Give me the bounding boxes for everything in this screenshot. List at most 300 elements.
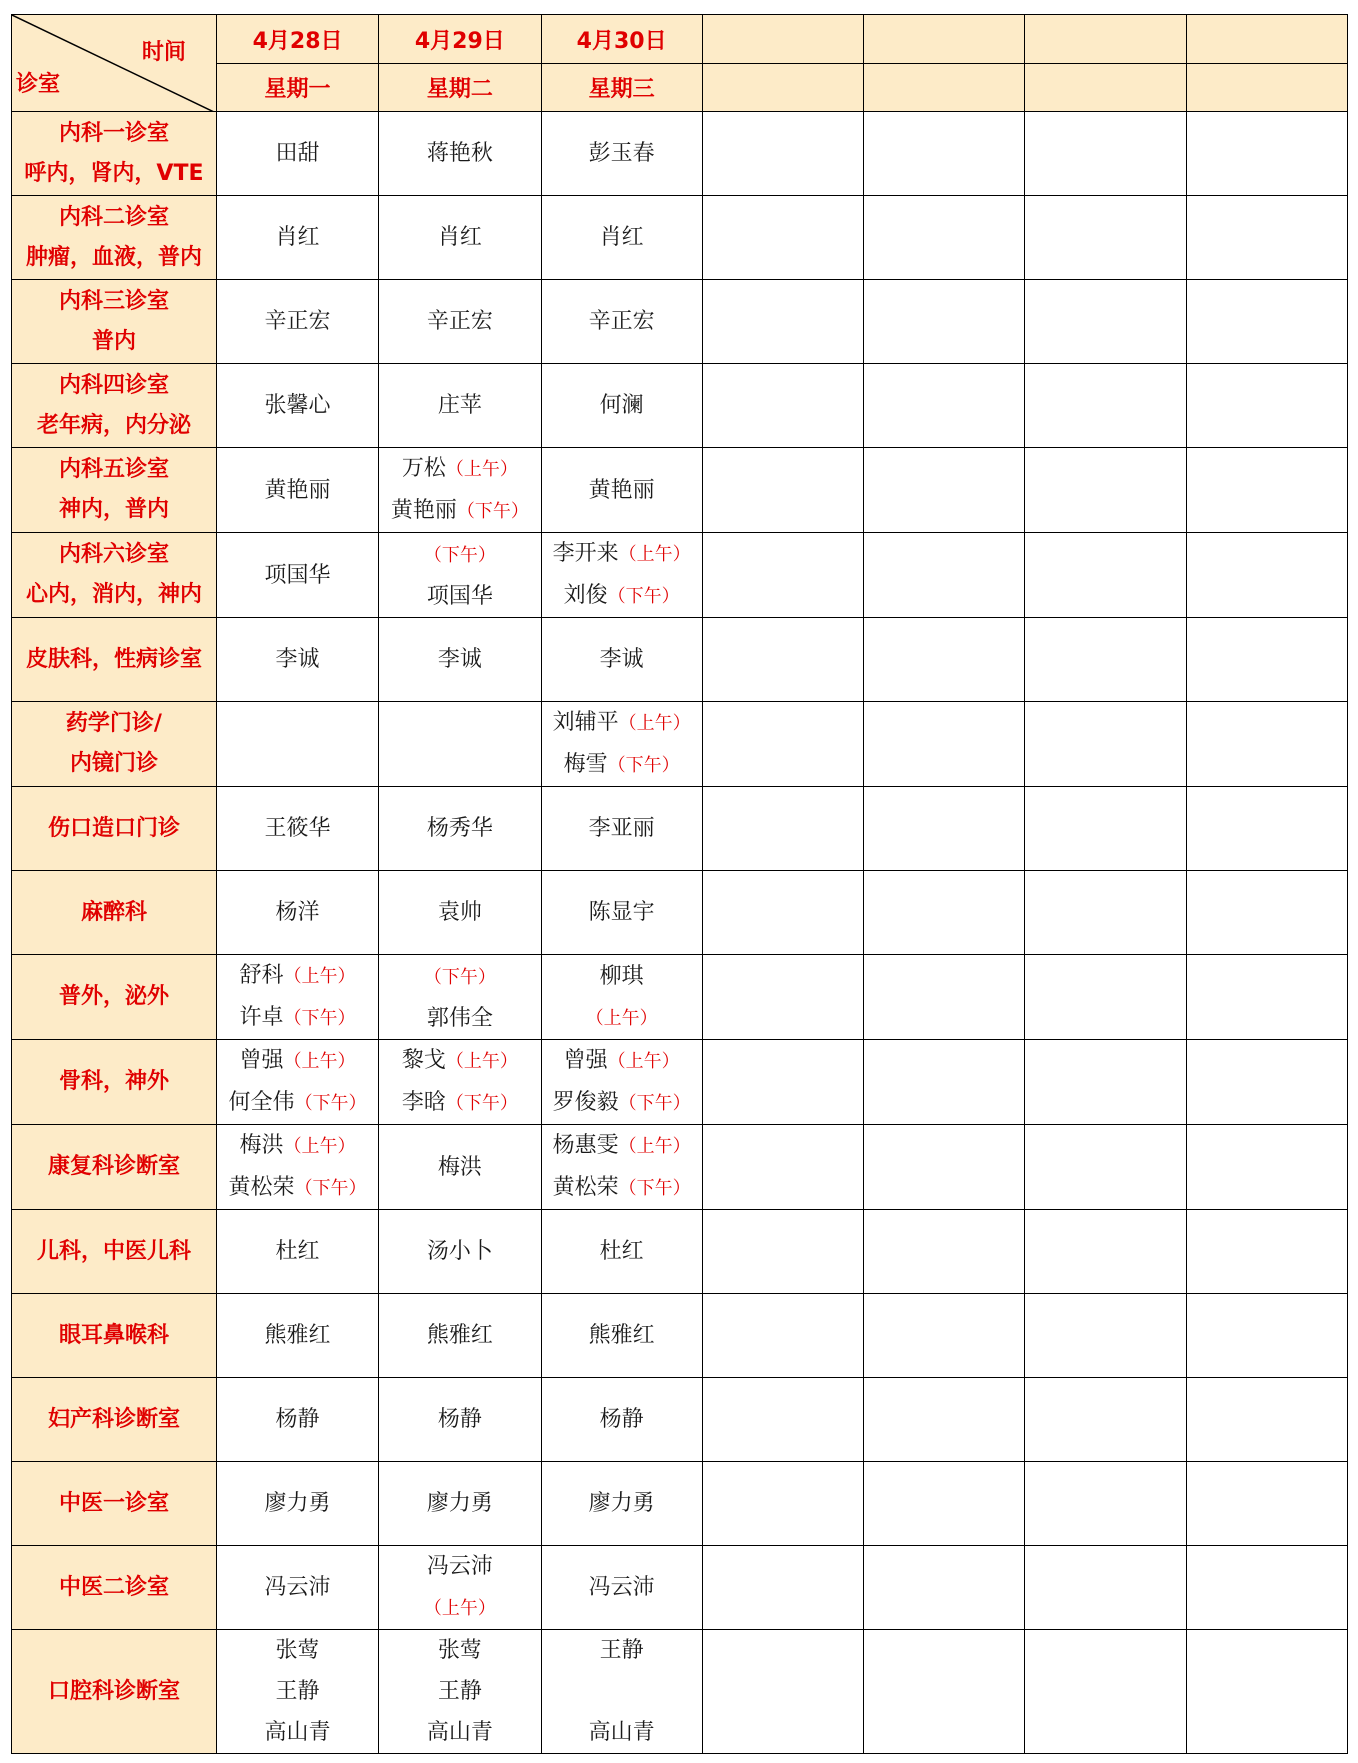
empty-cell [702,1462,863,1546]
room-name-line: 儿科，中医儿科 [36,1238,191,1264]
doctor-name: 庄苹 [437,393,482,418]
empty-cell [1025,1040,1186,1125]
room-name-cell [12,533,217,618]
doctor-entry [217,1399,378,1440]
empty-cell [1186,196,1347,280]
doctor-entry [379,1147,540,1188]
doctor-name: 张莺 [437,1638,482,1663]
doctor-entry [542,217,702,258]
empty-cell [1025,1210,1186,1294]
doctor-entry [542,533,702,575]
doctor-name: 王静 [437,1679,482,1704]
doctor-cell [216,280,378,364]
doctor-entry [542,892,702,933]
schedule-row [12,955,1348,1040]
doctor-entry [379,956,540,998]
schedule-row [12,533,1348,618]
doctor-name: 袁帅 [437,900,482,925]
session-note: （上午） [607,1051,680,1072]
empty-cell [864,1378,1025,1462]
room-label: 诊室 [16,72,61,97]
empty-cell [702,280,863,364]
doctor-cell [379,448,541,533]
room-name-line: 内科三诊室 [58,288,169,314]
empty-cell [864,533,1025,618]
doctor-cell [379,1125,541,1210]
doctor-name: 高山青 [588,1720,655,1745]
doctor-entry [379,1671,540,1712]
session-note: （上午） [283,1051,356,1072]
doctor-name: 熊雅红 [426,1323,493,1348]
empty-cell [1025,702,1186,787]
empty-cell [1186,955,1347,1040]
doctor-name: 万松 [401,456,446,481]
doctor-entry [542,1399,702,1440]
empty-cell [1025,448,1186,533]
doctor-entry [379,1231,540,1272]
doctor-entry [217,1231,378,1272]
doctor-cell [541,533,702,618]
room-name-cell [12,280,217,364]
doctor-entry [217,808,378,849]
doctor-cell [379,1378,541,1462]
doctor-name: 郭伟全 [426,1005,493,1031]
doctor-entry [379,1399,540,1440]
doctor-entry [379,534,540,576]
doctor-entry [217,1671,378,1712]
schedule-row [12,112,1348,196]
empty-cell [864,448,1025,533]
doctor-entry [217,217,378,258]
room-name-cell [12,196,217,280]
session-note: （上午） [423,1598,496,1619]
session-note: （下午） [423,544,496,566]
empty-cell [1025,196,1186,280]
doctor-cell [216,1294,378,1378]
schedule-row [12,280,1348,364]
doctor-cell [541,364,702,448]
doctor-name: 李亚丽 [588,816,655,841]
empty-cell [864,1294,1025,1378]
empty-cell [1186,112,1347,196]
doctor-cell [541,618,702,702]
doctor-cell [541,702,702,787]
empty-cell [1025,1462,1186,1546]
doctor-entry [379,1082,540,1124]
doctor-cell [216,364,378,448]
room-name-cell [12,955,217,1040]
doctor-cell [216,1210,378,1294]
doctor-entry [542,575,702,617]
doctor-name: 冯云沛 [426,1554,493,1579]
doctor-entry [217,639,378,680]
doctor-cell [216,112,378,196]
doctor-name: 辛正宏 [426,309,493,334]
empty-cell [1186,1546,1347,1630]
schedule-row [12,1294,1348,1378]
doctor-cell [216,1040,378,1125]
doctor-name: 杨静 [599,1407,644,1432]
doctor-entry [217,1630,378,1671]
doctor-cell [379,1462,541,1546]
doctor-name: 杨惠雯 [552,1133,619,1158]
doctor-name: 杜红 [599,1239,644,1264]
doctor-name: 冯云沛 [264,1575,331,1600]
empty-cell [1025,1294,1186,1378]
empty-cell [1186,787,1347,871]
doctor-entry [217,892,378,933]
session-note: （下午） [294,1093,367,1114]
doctor-entry [542,385,702,426]
doctor-name: 罗俊毅 [552,1090,619,1115]
doctor-entry [217,1483,378,1524]
doctor-cell [541,955,702,1040]
empty-cell [1025,1125,1186,1210]
doctor-entry [542,639,702,680]
doctor-cell [379,1294,541,1378]
empty-cell [702,1378,863,1462]
doctor-entry [379,490,540,532]
empty-cell [1025,1378,1186,1462]
doctor-cell [379,618,541,702]
doctor-cell [541,1462,702,1546]
empty-cell [864,1125,1025,1210]
doctor-entry [217,470,378,511]
weekday-header [702,64,863,112]
weekday-header: 星期一 [216,64,378,112]
doctor-name: 肖红 [599,225,644,250]
doctor-cell [541,1546,702,1630]
weekday-header: 星期三 [541,64,702,112]
empty-cell [1186,533,1347,618]
doctor-cell [541,1125,702,1210]
empty-cell [1186,1378,1347,1462]
room-name-line: 药学门诊/ [65,711,162,736]
room-name-line: 麻醉科 [80,899,147,925]
session-note: （下午） [456,501,529,522]
empty-cell [1186,1294,1347,1378]
schedule-row [12,1378,1348,1462]
doctor-name: 黄松荣 [552,1175,619,1200]
doctor-name: 刘俊 [563,583,608,608]
doctor-name: 刘辅平 [552,710,619,735]
doctor-cell [379,787,541,871]
doctor-cell [379,1040,541,1125]
room-name-line: 伤口造口门诊 [47,815,180,841]
doctor-entry [542,1712,702,1753]
doctor-entry [217,1125,378,1167]
room-name-line: 老年病，内分泌 [36,412,191,438]
empty-cell [864,1630,1025,1754]
doctor-name: 黄艳丽 [264,477,331,503]
empty-cell [702,196,863,280]
session-note: （下午） [607,586,680,607]
doctor-entry [379,1315,540,1356]
empty-cell [1186,702,1347,787]
doctor-cell [379,1546,541,1630]
doctor-cell [216,871,378,955]
empty-cell [1025,955,1186,1040]
doctor-name: 王静 [275,1679,320,1704]
doctor-name: 肖红 [275,225,320,250]
doctor-name: 曾强 [239,1048,284,1073]
doctor-entry [542,133,702,174]
empty-cell [1186,1462,1347,1546]
doctor-name: 李诚 [599,647,644,672]
doctor-name: 何全伟 [228,1090,295,1115]
schedule-row [12,1546,1348,1630]
empty-cell [702,1294,863,1378]
schedule-row [12,1630,1348,1754]
schedule-row [12,1462,1348,1546]
empty-cell [1186,448,1347,533]
empty-cell [1025,1630,1186,1754]
doctor-name: 梅洪 [437,1154,482,1180]
schedule-row [12,702,1348,787]
empty-cell [1025,787,1186,871]
room-name-line: 皮肤科，性病诊室 [25,646,202,672]
empty-cell [1186,280,1347,364]
room-name-cell [12,871,217,955]
empty-cell [864,871,1025,955]
room-name-cell [12,787,217,871]
doctor-entry [217,955,378,997]
room-name-cell [12,1546,217,1630]
room-name-line: 肿瘤，血液，普内 [25,244,202,270]
empty-cell [864,280,1025,364]
doctor-cell [216,1546,378,1630]
date-header: 4月29日 [379,15,541,64]
doctor-entry [542,956,702,997]
doctor-name: 张莺 [275,1638,320,1663]
doctor-entry [217,1082,378,1124]
doctor-cell [216,1378,378,1462]
doctor-name: 李开来 [552,541,619,566]
empty-cell [1025,533,1186,618]
empty-cell [1025,1546,1186,1630]
doctor-cell [379,1630,541,1754]
doctor-cell [541,1294,702,1378]
room-name-cell [12,364,217,448]
schedule-row [12,448,1348,533]
schedule-row [12,196,1348,280]
doctor-cell [379,533,541,618]
doctor-name: 杜红 [275,1239,320,1264]
doctor-name: 杨秀华 [426,816,493,841]
empty-cell [864,1462,1025,1546]
session-note: （上午） [618,544,691,565]
empty-cell [1186,1630,1347,1754]
session-note: （上午） [445,1051,518,1072]
doctor-entry [379,1546,540,1587]
doctor-name: 高山青 [264,1720,331,1745]
empty-cell [379,702,541,787]
doctor-cell [541,1630,702,1754]
empty-cell [702,1125,863,1210]
doctor-name: 杨静 [437,1407,482,1432]
doctor-entry [542,744,702,786]
doctor-cell [216,787,378,871]
doctor-entry [379,998,540,1039]
doctor-entry [379,639,540,680]
doctor-cell [541,448,702,533]
doctor-cell [216,533,378,618]
empty-cell [864,1210,1025,1294]
doctor-name: 廖力勇 [426,1491,493,1516]
room-name-line: 内科一诊室 [58,120,169,146]
doctor-name: 李诚 [437,647,482,672]
doctor-entry [542,808,702,849]
corner-header-cell [12,15,217,112]
doctor-name: 廖力勇 [264,1491,331,1516]
room-name-line: 口腔科诊断室 [47,1678,180,1704]
empty-cell [702,871,863,955]
empty-cell [864,112,1025,196]
date-header [702,15,863,64]
doctor-cell [379,364,541,448]
room-name-line: 妇产科诊断室 [47,1406,180,1432]
doctor-name: 曾强 [563,1048,608,1073]
doctor-name: 熊雅红 [588,1323,655,1348]
empty-cell [702,955,863,1040]
doctor-entry [217,385,378,426]
empty-cell [864,1546,1025,1630]
session-note: （下午） [618,1093,691,1114]
room-name-cell [12,1040,217,1125]
room-name-line: 普内 [91,328,136,354]
doctor-name: 辛正宏 [264,309,331,334]
doctor-cell [216,618,378,702]
empty-cell [702,618,863,702]
empty-cell [702,702,863,787]
doctor-entry [379,385,540,426]
room-name-line: 内镜门诊 [69,751,158,776]
schedule-row [12,1125,1348,1210]
empty-cell [702,787,863,871]
session-note: （上午） [283,966,356,987]
empty-cell [864,364,1025,448]
doctor-name: 许卓 [239,1005,284,1030]
doctor-cell [379,112,541,196]
empty-cell [1186,364,1347,448]
date-header [1025,15,1186,64]
session-note: （上午） [283,1136,356,1157]
room-name-cell [12,1378,217,1462]
empty-cell [1186,618,1347,702]
room-name-cell [12,1630,217,1754]
schedule-table [11,14,1348,1754]
empty-cell [864,1040,1025,1125]
doctor-entry [379,892,540,933]
empty-cell [1025,871,1186,955]
session-note: （下午） [445,1093,518,1114]
doctor-entry [542,1630,702,1671]
doctor-name: 黄松荣 [228,1175,295,1200]
doctor-entry [217,997,378,1039]
doctor-cell [541,280,702,364]
doctor-name: 何澜 [599,393,644,418]
room-name-line: 中医二诊室 [58,1574,169,1600]
doctor-cell [379,871,541,955]
room-name-line: 普外，泌外 [58,984,169,1009]
doctor-entry [542,1167,702,1209]
empty-cell [864,955,1025,1040]
empty-cell [702,1630,863,1754]
doctor-name: 王筱华 [264,816,331,841]
empty-cell [1025,618,1186,702]
room-name-line: 内科五诊室 [58,457,169,482]
doctor-entry [542,997,702,1039]
doctor-name: 项国华 [426,583,493,609]
room-name-line: 中医一诊室 [58,1490,169,1516]
room-name-line: 内科二诊室 [58,204,169,230]
doctor-cell [541,196,702,280]
doctor-name: 舒科 [239,963,284,988]
doctor-name: 廖力勇 [588,1491,655,1516]
session-note: （上午） [585,1007,658,1029]
doctor-name: 彭玉春 [588,141,655,166]
doctor-cell [379,196,541,280]
room-name-line: 内科四诊室 [58,372,169,398]
doctor-entry [379,133,540,174]
time-label: 时间 [141,40,186,65]
room-name-line: 眼耳鼻喉科 [58,1322,169,1348]
doctor-entry [217,133,378,174]
doctor-entry [542,702,702,744]
session-note: （上午） [618,1136,691,1157]
header-date-row [12,15,1348,64]
room-name-line: 呼内，肾内，VTE [24,160,204,186]
schedule-row [12,1210,1348,1294]
doctor-name: 杨洋 [275,900,320,925]
doctor-entry [379,1483,540,1524]
weekday-header [864,64,1025,112]
doctor-name: 杨静 [275,1407,320,1432]
room-name-cell [12,112,217,196]
doctor-name: 柳琪 [599,963,644,989]
doctor-name: 王静 [599,1638,644,1663]
empty-cell [702,1210,863,1294]
doctor-cell [379,280,541,364]
schedule-row [12,618,1348,702]
empty-cell [702,1040,863,1125]
doctor-name: 肖红 [437,225,482,250]
doctor-cell [379,1210,541,1294]
doctor-entry [542,1315,702,1356]
doctor-cell [216,955,378,1040]
schedule-row [12,787,1348,871]
room-name-cell [12,1210,217,1294]
doctor-entry [379,576,540,617]
doctor-name: 高山青 [426,1720,493,1745]
doctor-entry [542,1567,702,1608]
doctor-cell [541,1210,702,1294]
empty-cell [864,787,1025,871]
session-note: （上午） [618,713,691,734]
room-name-line: 内科六诊室 [58,542,169,567]
room-name-line: 神内，普内 [58,497,169,522]
date-header [864,15,1025,64]
schedule-row [12,1040,1348,1125]
empty-cell [864,618,1025,702]
doctor-entry [542,1483,702,1524]
doctor-cell [216,1630,378,1754]
doctor-name: 陈显宇 [588,900,655,925]
doctor-entry [379,448,540,490]
doctor-cell [216,1462,378,1546]
doctor-name: 梅雪 [563,752,608,777]
doctor-entry [379,1040,540,1082]
